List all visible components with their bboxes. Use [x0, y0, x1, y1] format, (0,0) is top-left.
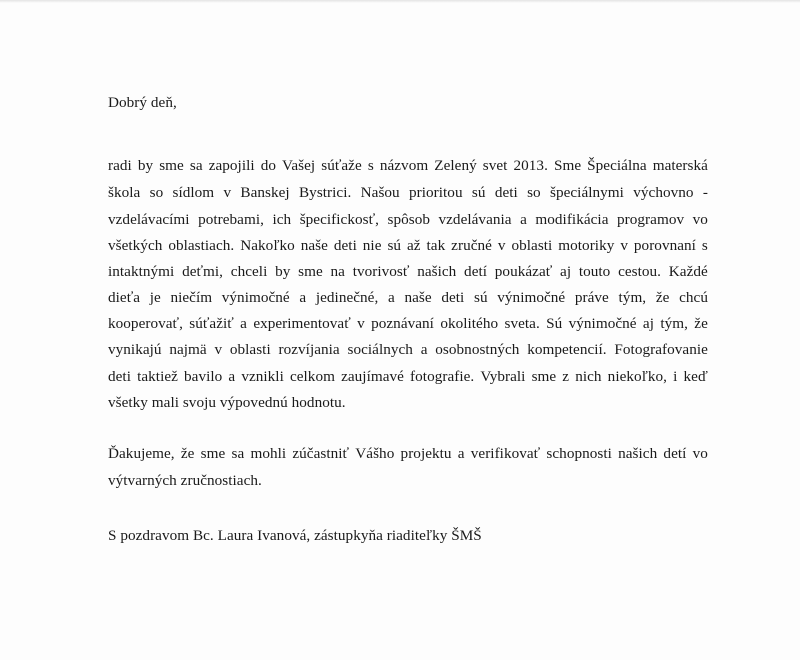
word: až	[406, 237, 421, 254]
word: v	[214, 341, 223, 358]
word: projektu	[400, 445, 452, 462]
word: touto	[578, 263, 611, 280]
body-line	[108, 311, 708, 337]
word: sa	[189, 157, 203, 174]
word: programov	[617, 211, 685, 228]
word: verifikovať	[470, 445, 541, 462]
word: výnimočné	[497, 289, 566, 306]
word: názvom	[379, 157, 429, 174]
word: na	[330, 263, 345, 280]
word: i	[673, 368, 678, 385]
word: do	[260, 157, 276, 174]
word: celkom	[289, 368, 335, 385]
word: cestou.	[618, 263, 662, 280]
word: -	[702, 184, 708, 201]
word: najmä	[169, 341, 207, 358]
word: sa	[231, 445, 245, 462]
word: sú	[473, 289, 488, 306]
word: oblastiach.	[168, 237, 235, 254]
word: výnimočné	[568, 315, 637, 332]
word: deti	[333, 237, 357, 254]
word: že	[694, 315, 708, 332]
word: detí	[663, 445, 687, 462]
thanks-line	[108, 441, 708, 467]
word: Fotografovanie	[614, 341, 708, 358]
body-line	[108, 259, 708, 285]
word: prioritou	[409, 184, 463, 201]
word: práve	[574, 289, 609, 306]
word: a	[299, 289, 307, 306]
word: tak	[426, 237, 446, 254]
word: a	[228, 368, 236, 385]
word: zúčastniť	[292, 445, 350, 462]
word: dieťa	[108, 289, 141, 306]
word: aj	[560, 263, 572, 280]
word: intaktnými	[108, 263, 175, 280]
word: deti	[494, 184, 518, 201]
scan-edge	[0, 0, 800, 3]
word: experimentovať	[253, 315, 351, 332]
salutation: Dobrý deň,	[108, 94, 177, 111]
word: v	[497, 237, 506, 254]
word: sme	[298, 263, 323, 280]
word: výchovno	[633, 184, 694, 201]
word: oblasti	[229, 341, 271, 358]
word: výnimočné	[221, 289, 290, 306]
word: poznávaní	[371, 315, 434, 332]
word: Každé	[668, 263, 708, 280]
word: vznikli	[241, 368, 284, 385]
word: oblasti	[511, 237, 553, 254]
word: okolitého	[440, 315, 499, 332]
word: tým,	[618, 289, 647, 306]
word: aj	[642, 315, 654, 332]
word: vzdelávania	[438, 211, 512, 228]
word: Sú	[546, 315, 563, 332]
word: Vášho	[355, 445, 395, 462]
word: Našou	[360, 184, 400, 201]
word: detí	[464, 263, 488, 280]
body-line	[108, 233, 708, 259]
body-line	[108, 285, 708, 311]
word: v	[620, 237, 628, 254]
word: motoriky	[558, 237, 615, 254]
word: tvorivosť	[352, 263, 410, 280]
body-line	[108, 364, 708, 390]
word: poukázať	[494, 263, 553, 280]
closing-signature: S pozdravom Bc. Laura Ivanová, zástupkyňa riaditeľky ŠMŠ	[108, 527, 482, 544]
word: našich	[417, 263, 457, 280]
word: zručné	[451, 237, 492, 254]
word: deti	[441, 289, 465, 306]
word: v	[223, 184, 232, 201]
word: Vašej	[282, 157, 316, 174]
word: špecifickosť,	[299, 211, 379, 228]
word: niečím	[170, 289, 213, 306]
word: kooperovať,	[108, 315, 183, 332]
word: súťaže	[321, 157, 362, 174]
word: nie	[362, 237, 382, 254]
thanks-line-last: výtvarných zručnostiach.	[108, 472, 262, 489]
word: ich	[272, 211, 292, 228]
word: našich	[618, 445, 658, 462]
word: mohli	[250, 445, 287, 462]
word: a	[520, 211, 527, 228]
word: sveta.	[504, 315, 540, 332]
word: osobnostných	[435, 341, 520, 358]
word: škola	[108, 184, 141, 201]
word: chcú	[679, 289, 708, 306]
word: a	[240, 315, 247, 332]
word: materská	[652, 157, 708, 174]
word: že	[180, 445, 195, 462]
word: s	[367, 157, 374, 174]
word: vynikajú	[108, 341, 162, 358]
word: z	[562, 368, 570, 385]
word: Ďakujeme,	[108, 445, 175, 462]
word: porovnaní	[633, 237, 696, 254]
word: potrebami,	[198, 211, 264, 228]
word: Banskej	[240, 184, 290, 201]
word: nich	[575, 368, 602, 385]
word: modifikácia	[535, 211, 609, 228]
word: vzdelávacími	[108, 211, 190, 228]
body-line	[108, 207, 708, 233]
word: spôsob	[387, 211, 430, 228]
word: naše	[404, 289, 432, 306]
word: a	[457, 445, 465, 462]
body-line	[108, 180, 708, 206]
word: sme	[200, 445, 226, 462]
body-line-last: všetky mali svoju výpovednú hodnotu.	[108, 394, 346, 411]
word: bavilo	[184, 368, 223, 385]
word: kompetencií.	[527, 341, 607, 358]
word: Vybrali	[480, 368, 526, 385]
word: a	[388, 289, 395, 306]
word: sú	[471, 184, 486, 201]
word: je	[149, 289, 161, 306]
word: chceli	[230, 263, 268, 280]
word: sú	[387, 237, 402, 254]
word: sociálnych	[347, 341, 413, 358]
word: Bystrici.	[299, 184, 352, 201]
word: fotografie.	[410, 368, 475, 385]
word: so	[149, 184, 164, 201]
body-line	[108, 337, 708, 363]
word: zapojili	[208, 157, 255, 174]
word: že	[655, 289, 670, 306]
word: radi	[108, 157, 132, 174]
word: vo	[692, 445, 708, 462]
word: špeciálnymi	[550, 184, 624, 201]
word: vo	[692, 211, 708, 228]
word: taktiež	[137, 368, 178, 385]
word: niekoľko,	[607, 368, 668, 385]
word: 2013.	[513, 157, 548, 174]
word: všetkých	[108, 237, 163, 254]
word: deťmi,	[182, 263, 224, 280]
word: naše	[300, 237, 328, 254]
word: deti	[108, 368, 131, 385]
word: Nakoľko	[240, 237, 295, 254]
word: svet	[482, 157, 508, 174]
word: keď	[683, 368, 708, 385]
body-line	[108, 153, 708, 179]
word: tým,	[660, 315, 688, 332]
word: zaujímavé	[341, 368, 404, 385]
word: sídlom	[172, 184, 215, 201]
word: Sme	[553, 157, 582, 174]
word: so	[527, 184, 541, 201]
word: by	[275, 263, 291, 280]
word: rozvíjania	[278, 341, 340, 358]
word: súťažiť	[189, 315, 234, 332]
word: s	[701, 237, 708, 254]
word: Zelený	[434, 157, 477, 174]
word: jedinečné,	[315, 289, 379, 306]
word: v	[357, 315, 365, 332]
word: sme	[531, 368, 557, 385]
word: sme	[159, 157, 184, 174]
word: by	[137, 157, 154, 174]
word: schopnosti	[546, 445, 612, 462]
word: Špeciálna	[587, 157, 647, 174]
word: a	[420, 341, 428, 358]
